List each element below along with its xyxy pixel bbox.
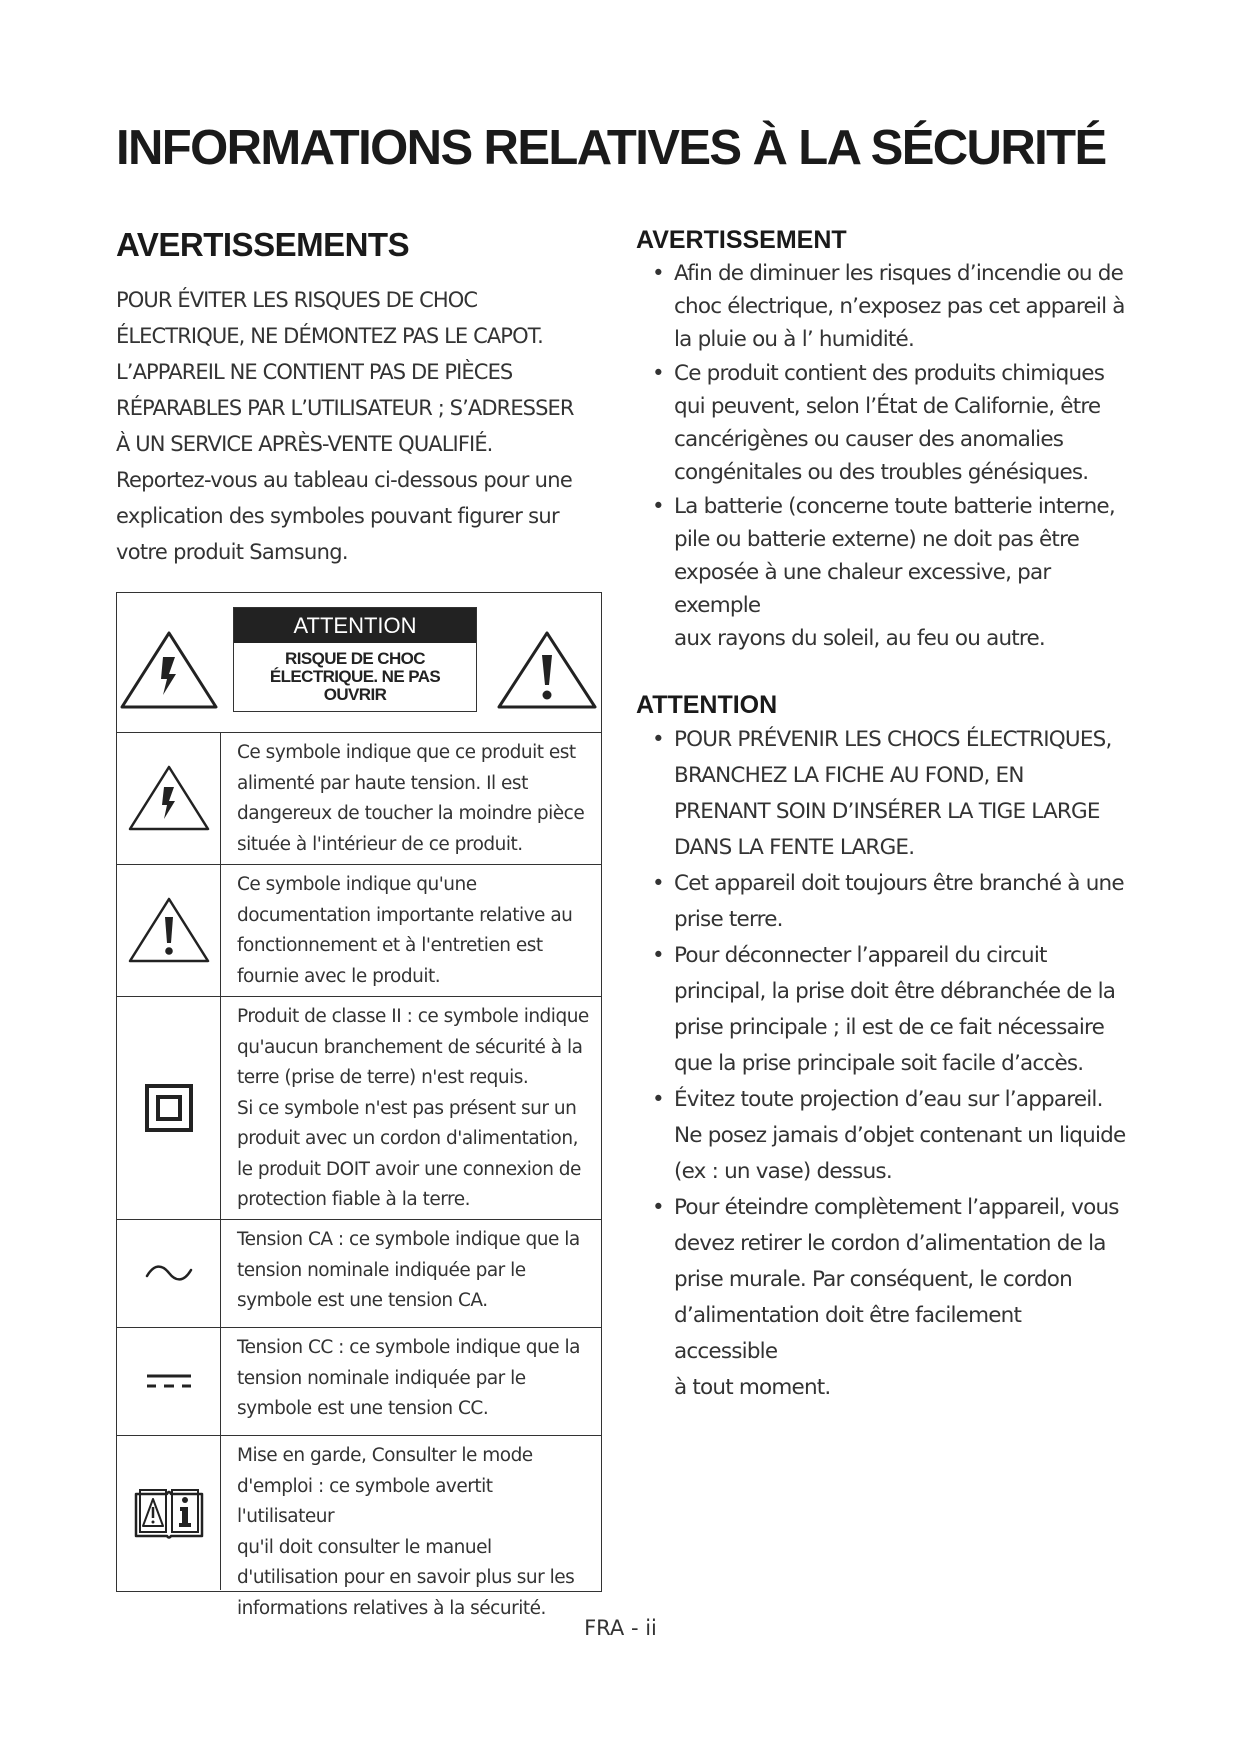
list-item: • La batterie (concerne toute batterie interne, pile ou batterie externe) ne doit pas être exposée à une chaleur excessive, par exemple aux rayons du soleil, au feu ou autre.	[636, 490, 1126, 655]
attention-body-line: OUVRIR	[323, 685, 387, 704]
avertissements-heading: AVERTISSEMENTS	[116, 226, 410, 263]
row-line: informations relatives à la sécurité.	[237, 1597, 546, 1619]
attention-label: ATTENTION	[234, 608, 476, 643]
symbols-table	[116, 592, 602, 1619]
dc-voltage-icon	[145, 1371, 193, 1391]
row-line: située à l'intérieur de ce produit.	[237, 833, 523, 855]
list-item: • POUR PRÉVENIR LES CHOCS ÉLECTRIQUES, BRANCHEZ LA FICHE AU FOND, EN PRENANT SOIN D’INSÉRER LA TIGE LARGE DANS LA FENTE LARGE.	[636, 722, 1126, 866]
caps-line: À UN SERVICE APRÈS-VENTE QUALIFIÉ.	[116, 432, 493, 456]
list-item: • Pour déconnecter l’appareil du circuit principal, la prise doit être débranchée de la prise principale ; il est de ce fait nécessaire que la prise principale soit facile d’accès.	[636, 938, 1126, 1082]
symbol-row-ac-voltage	[117, 1219, 601, 1328]
row-line: d'emploi : ce symbole avertit l'utilisateur	[237, 1475, 493, 1527]
exclamation-triangle-icon	[127, 895, 211, 965]
intro-line: votre produit Samsung.	[116, 540, 348, 564]
row-line: protection fiable à la terre.	[237, 1189, 470, 1210]
row-line: Mise en garde, Consulter le mode	[237, 1445, 533, 1466]
intro-line: explication des symboles pouvant figurer sur	[116, 504, 559, 528]
table-header-row	[117, 593, 601, 733]
row-description	[237, 738, 591, 860]
avertissement-list	[636, 257, 1126, 655]
row-line: symbole est une tension CA.	[237, 1290, 488, 1311]
row-line: produit avec un cordon d'alimentation,	[237, 1128, 578, 1149]
row-line: Tension CA : ce symbole indique que la	[237, 1229, 580, 1250]
row-line: tension nominale indiquée par le	[237, 1259, 526, 1281]
page-title: INFORMATIONS RELATIVES À LA SÉCURITÉ	[116, 121, 1106, 175]
row-line: tension nominale indiquée par le	[237, 1367, 526, 1389]
symbol-row-dc-voltage	[117, 1327, 601, 1436]
symbol-row-consult-manual	[117, 1435, 601, 1619]
row-line: qu'aucun branchement de sécurité à la	[237, 1036, 583, 1058]
row-symbol-cell	[117, 1327, 221, 1435]
symbol-row-important-documentation	[117, 864, 601, 997]
list-item: • Cet appareil doit toujours être branché à une prise terre.	[636, 866, 1126, 938]
ac-tilde-icon	[144, 1261, 194, 1285]
row-line: Si ce symbole n'est pas présent sur un	[237, 1097, 577, 1119]
attention-body-line: RISQUE DE CHOC	[285, 649, 425, 668]
class-ii-double-square-icon	[144, 1083, 194, 1133]
row-line: terre (prise de terre) n'est requis.	[237, 1067, 529, 1088]
row-description	[237, 1225, 591, 1317]
left-column	[116, 226, 616, 570]
right-column	[636, 226, 1126, 1406]
list-item: • Afin de diminuer les risques d’incendie ou de choc électrique, n’exposez pas cet appareil à la pluie ou à l’ humidité.	[636, 257, 1126, 356]
row-line: d'utilisation pour en savoir plus sur les	[237, 1567, 575, 1588]
list-item: • Ce produit contient des produits chimiques qui peuvent, selon l’État de Californie, être cancérigènes ou causer des anomalies congénitales ou des troubles génésiques.	[636, 357, 1126, 489]
attention-list	[636, 722, 1126, 1406]
row-line: dangereux de toucher la moindre pièce	[237, 803, 585, 824]
symbol-row-high-voltage	[117, 732, 601, 865]
attention-body-line: ÉLECTRIQUE. NE PAS	[269, 667, 441, 686]
row-symbol-cell	[117, 1435, 221, 1590]
caps-line: POUR ÉVITER LES RISQUES DE CHOC	[116, 288, 478, 312]
row-line: fonctionnement et à l'entretien est	[237, 935, 543, 956]
caps-line: ÉLECTRIQUE, NE DÉMONTEZ PAS LE CAPOT.	[116, 324, 543, 348]
high-voltage-triangle-icon	[127, 763, 211, 833]
high-voltage-triangle-icon	[119, 629, 219, 711]
row-line: symbole est une tension CC.	[237, 1398, 489, 1419]
row-line: le produit DOIT avoir une connexion de	[237, 1158, 581, 1180]
row-description	[237, 870, 591, 992]
list-item: • Pour éteindre complètement l’appareil, vous devez retirer le cordon d’alimentation de la prise murale. Par conséquent, le cordon d’alimentation doit être facilement accessible à tout moment.	[636, 1190, 1126, 1406]
row-line: Ce symbole indique que ce produit est	[237, 742, 576, 763]
row-symbol-cell	[117, 732, 221, 864]
row-description	[237, 1002, 591, 1216]
manual-book-warning-info-icon	[133, 1486, 205, 1540]
row-symbol-cell	[117, 996, 221, 1219]
attention-heading: ATTENTION	[636, 691, 778, 719]
caps-line: L’APPAREIL NE CONTIENT PAS DE PIÈCES	[116, 360, 513, 384]
row-line: alimenté par haute tension. Il est	[237, 772, 528, 794]
row-line: Ce symbole indique qu'une	[237, 874, 477, 895]
avertissement-heading: AVERTISSEMENT	[636, 226, 847, 254]
page-number: FRA - ii	[584, 1616, 657, 1640]
row-line: documentation importante relative au	[237, 904, 573, 926]
row-line: Tension CC : ce symbole indique que la	[237, 1337, 580, 1358]
attention-label-box	[233, 607, 477, 712]
row-symbol-cell	[117, 1219, 221, 1327]
caps-line: RÉPARABLES PAR L’UTILISATEUR ; S’ADRESSER	[116, 396, 574, 420]
exclamation-triangle-icon	[496, 629, 598, 711]
row-line: Produit de classe II : ce symbole indique	[237, 1006, 589, 1027]
row-line: fournie avec le produit.	[237, 965, 441, 987]
row-description	[237, 1441, 591, 1624]
attention-label-body	[234, 643, 476, 704]
row-description	[237, 1333, 591, 1425]
row-symbol-cell	[117, 864, 221, 996]
row-line: qu'il doit consulter le manuel	[237, 1536, 492, 1558]
intro-line: Reportez-vous au tableau ci-dessous pour une	[116, 468, 573, 492]
list-item: • Évitez toute projection d’eau sur l’appareil. Ne posez jamais d’objet contenant un liquide (ex : un vase) dessus.	[636, 1082, 1126, 1190]
symbol-row-class-ii	[117, 996, 601, 1220]
symbols-intro-paragraph	[116, 462, 616, 570]
warning-caps-paragraph	[116, 282, 616, 462]
